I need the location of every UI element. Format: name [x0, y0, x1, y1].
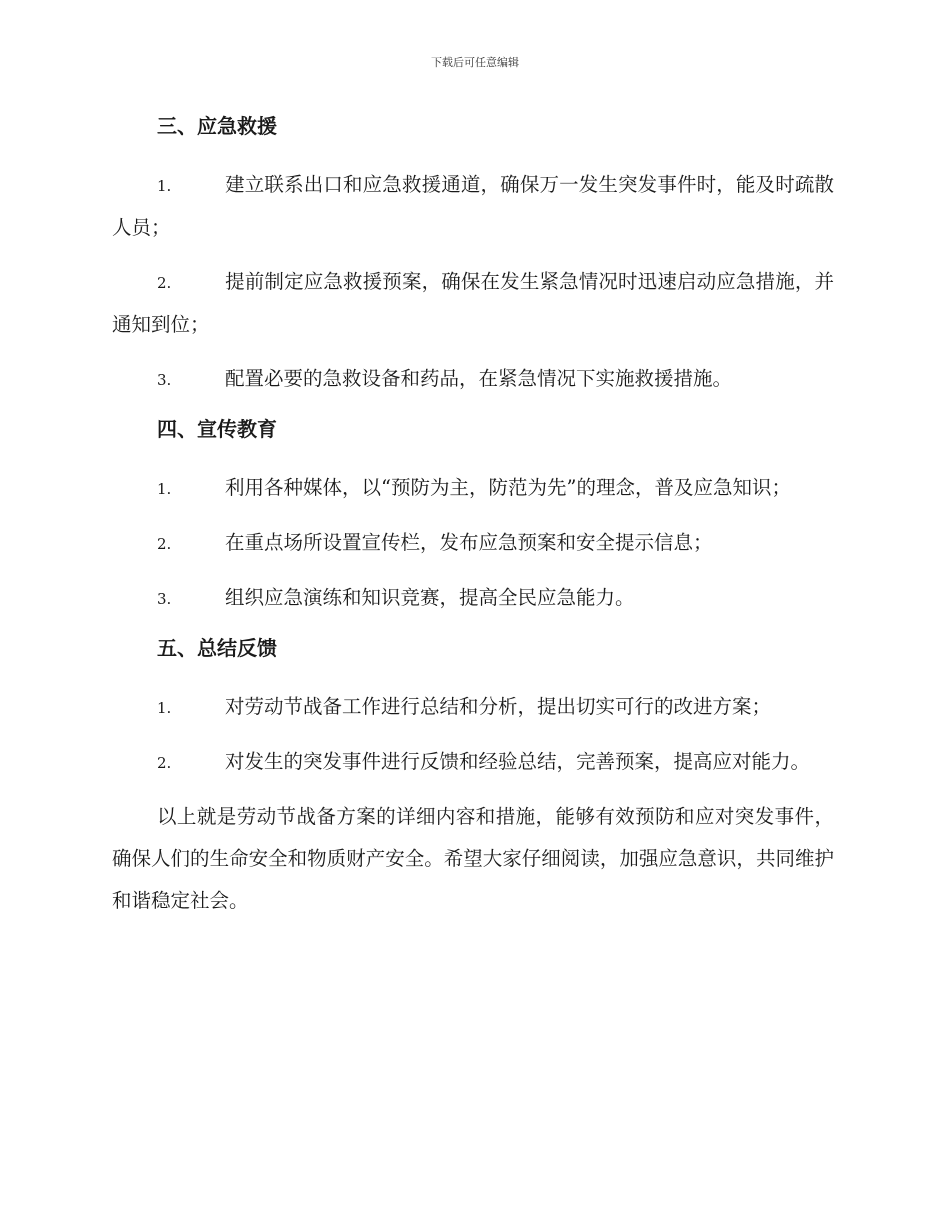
- list-item: [112, 467, 834, 510]
- list-item: [112, 358, 834, 401]
- list-item: [112, 686, 834, 729]
- list-item: [112, 741, 834, 784]
- list-item-text: 提前制定应急救援预案，确保在发生紧急情况时迅速启动应急措施，并通知到位；: [112, 270, 834, 336]
- list-item-text: 利用各种媒体，以“预防为主，防范为先”的理念，普及应急知识；: [225, 476, 791, 499]
- list-item-text: 建立联系出口和应急救援通道，确保万一发生突发事件时，能及时疏散人员；: [112, 173, 834, 239]
- list-item-text: 配置必要的急救设备和药品，在紧急情况下实施救援措施。: [225, 367, 733, 390]
- list-item-number: 2.: [157, 274, 172, 292]
- list-item-text: 对发生的突发事件进行反馈和经验总结，完善预案，提高应对能力。: [225, 750, 811, 773]
- list-item-text: 对劳动节战备工作进行总结和分析，提出切实可行的改进方案；: [225, 695, 772, 718]
- list-item: [112, 522, 834, 565]
- list-item-number: 1.: [157, 177, 172, 195]
- conclusion-paragraph: 以上就是劳动节战备方案的详细内容和措施，能够有效预防和应对突发事件，确保人们的生命安全和物质财产安全。希望大家仔细阅读，加强应急意识，共同维护和谐稳定社会。: [112, 805, 834, 912]
- list-item: [112, 261, 834, 346]
- list-item-text: 在重点场所设置宣传栏，发布应急预案和安全提示信息；: [225, 531, 713, 554]
- section-heading-summary-feedback: 五、总结反馈: [157, 636, 277, 660]
- list-item-number: 3.: [157, 371, 172, 389]
- header-note: 下载后可任意编辑: [431, 56, 519, 69]
- list-item-number: 1.: [157, 699, 172, 717]
- document-body: [112, 110, 834, 922]
- list-item-text: 组织应急演练和知识竞赛，提高全民应急能力。: [225, 586, 635, 609]
- list-item-number: 3.: [157, 590, 172, 608]
- section-heading-emergency-rescue: 三、应急救援: [157, 114, 277, 138]
- list-item-number: 2.: [157, 754, 172, 772]
- list-item: [112, 164, 834, 249]
- list-item-number: 1.: [157, 480, 172, 498]
- list-item-number: 2.: [157, 535, 172, 553]
- section-heading-publicity-education: 四、宣传教育: [157, 417, 277, 441]
- list-item: [112, 577, 834, 620]
